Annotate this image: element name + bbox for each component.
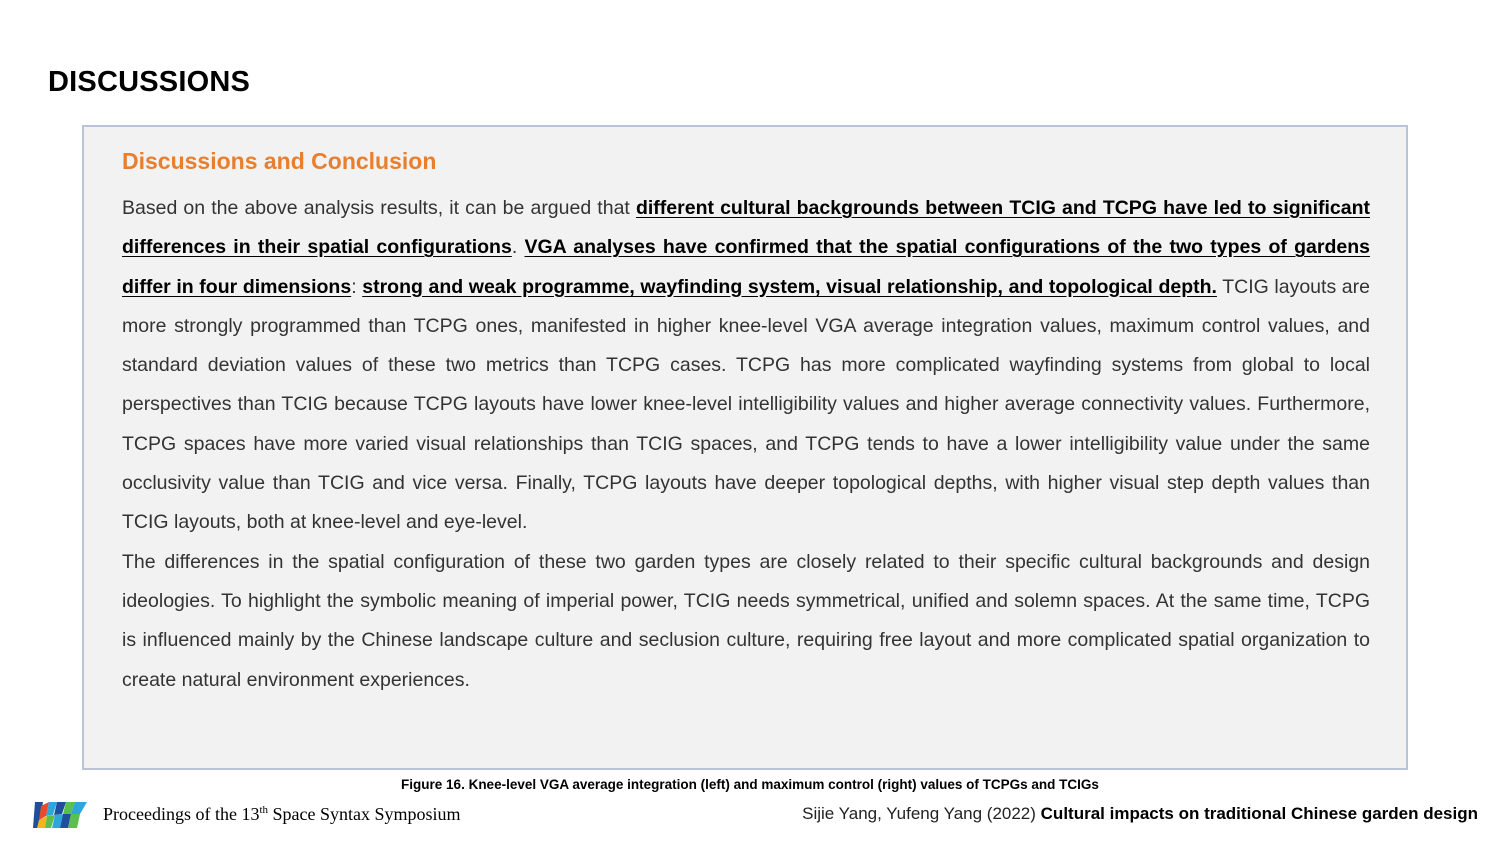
discussion-panel (82, 125, 1408, 770)
panel-heading: Discussions and Conclusion (122, 148, 437, 174)
text-colon: : (351, 275, 363, 298)
panel-body (122, 189, 1370, 700)
slide-title: DISCUSSIONS (48, 66, 251, 98)
text-findings-detail: TCIG layouts are more strongly programmed than TCPG ones, manifested in higher knee-level VGA average integration values, maximum control values, and standard deviation values of these two metrics than TCPG cases. TCPG has more complicated wayfinding systems from global to local perspectives than TCIG because TCPG layouts have lower knee-level intelligibility values and higher average connectivity values. Furthermore, TCPG spaces have more varied visual relationships than TCIG spaces, and TCPG tends to have a lower intelligibility value under the same occlusivity value than TCIG and vice versa. Finally, TCPG layouts have deeper topological depths, with higher visual step depth values than TCIG layouts, both at knee-level and eye-level. (122, 275, 1370, 534)
text-period: . (511, 236, 525, 259)
proceedings-ordinal: th (259, 804, 269, 816)
paragraph-conclusion: The differences in the spatial configuration of these two garden types are closely related to their specific cultural backgrounds and design ideologies. To highlight the symbolic meaning of imperial power, TCIG needs symmetrical, unified and solemn spaces. At the same time, TCPG is influenced mainly by the Chinese landscape culture and seclusion culture, requiring free layout and more complicated spatial organization to create natural environment experiences. (122, 550, 1370, 691)
space-syntax-symposium-logo-icon (33, 800, 89, 830)
emphasis-dimensions-list: strong and weak programme, wayfinding system, visual relationship, and topological depth. (362, 275, 1217, 298)
paper-citation (802, 804, 1478, 824)
emphasis-vga-four-dimensions: VGA analyses have confirmed that the spatial configurations of the two types of gardens differ in four dimensions (122, 236, 1370, 298)
proceedings-prefix: Proceedings of the 13 (103, 804, 260, 824)
text-intro: Based on the above analysis results, it can be argued that (122, 197, 636, 219)
paragraph-findings (122, 189, 1370, 543)
citation-authors: Sijie Yang, Yufeng Yang (2022) (802, 804, 1041, 823)
proceedings-label (103, 804, 461, 825)
proceedings-suffix: Space Syntax Symposium (268, 804, 461, 824)
figure-caption: Figure 16. Knee-level VGA average integration (left) and maximum control (right) values of TCPGs and TCIGs (401, 777, 1099, 792)
emphasis-cultural-backgrounds: different cultural backgrounds between TCIG and TCPG have led to significant differences in their spatial configurations (122, 197, 1370, 259)
citation-paper-title: Cultural impacts on traditional Chinese garden design (1040, 804, 1478, 823)
